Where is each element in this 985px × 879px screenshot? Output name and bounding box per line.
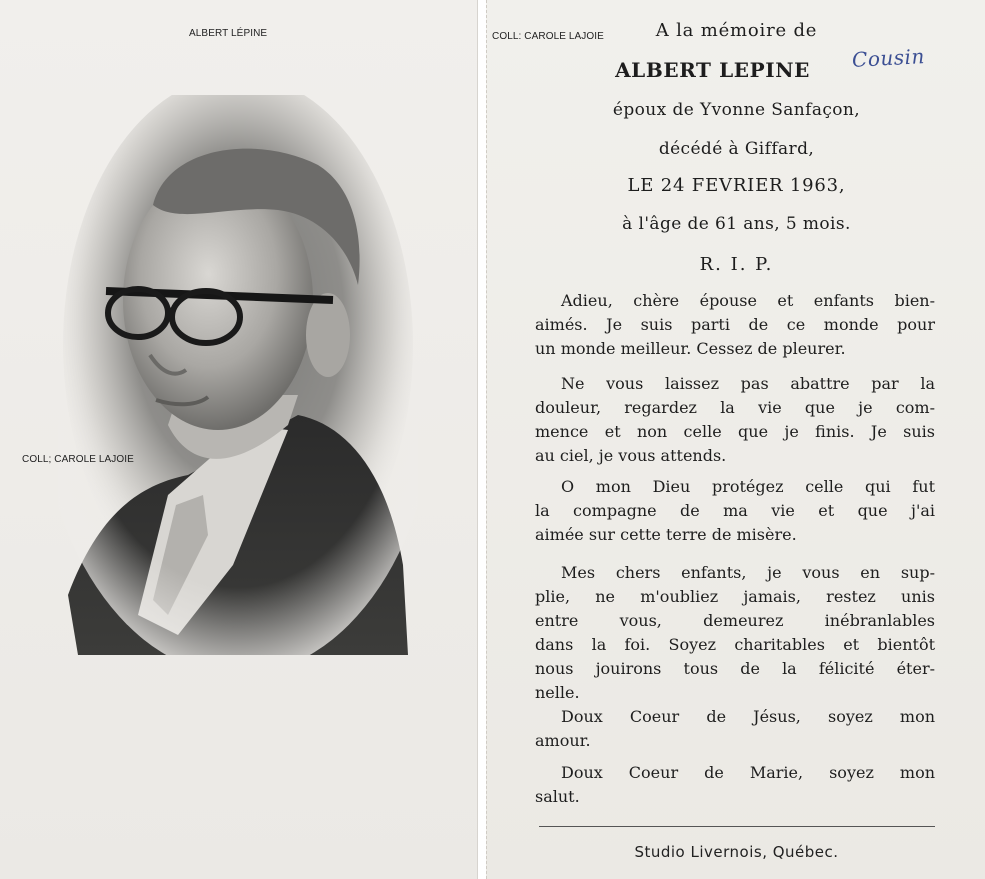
- prayer-paragraph: Mes chers enfants, je vous en sup- plie, ne m'oubliez jamais, restez unis entre vous, demeurez inébranlables dans la foi. Soyez charitables et bientôt nous jouirons tous de la félicité éter- nelle.: [535, 563, 935, 702]
- prayer-paragraph: O mon Dieu protégez celle qui fut la compagne de ma vie et que j'ai aimée sur cette terre de misère.: [535, 477, 935, 544]
- prayer-paragraph: Ne vous laissez pas abattre par la douleur, regardez la vie que je com- mence et non celle que je finis. Je suis au ciel, je vous attends.: [535, 374, 935, 465]
- memorial-text-card: [486, 0, 985, 879]
- spouse-line: époux de Yvonne Sanfaçon,: [612, 100, 861, 120]
- prayer-paragraph: Adieu, chère épouse et enfants bien- aimés. Je suis parti de ce monde pour un monde meilleur. Cessez de pleurer.: [535, 291, 935, 358]
- handwritten-note: Cousin: [851, 44, 926, 72]
- collection-label: COLL; CAROLE LAJOIE: [22, 454, 134, 465]
- age-line: à l'âge de 61 ans, 5 mois.: [622, 214, 851, 234]
- death-place: décédé à Giffard,: [658, 139, 815, 159]
- death-date: LE 24 FEVRIER 1963,: [627, 175, 846, 196]
- card-title-label: ALBERT LÉPINE: [189, 28, 268, 39]
- deceased-name: ALBERT LEPINE: [615, 58, 810, 82]
- portrait-photo: [58, 95, 418, 655]
- rip-line: R. I. P.: [699, 254, 774, 275]
- divider-rule: [539, 826, 935, 827]
- portrait-card: [0, 0, 478, 879]
- memorial-intro: A la mémoire de: [655, 20, 818, 41]
- prayer-paragraph: Doux Coeur de Marie, soyez mon salut.: [535, 763, 935, 806]
- prayer-paragraph: Doux Coeur de Jésus, soyez mon amour.: [535, 707, 935, 750]
- collection-label: COLL: CAROLE LAJOIE: [492, 31, 604, 42]
- studio-credit: Studio Livernois, Québec.: [634, 843, 839, 861]
